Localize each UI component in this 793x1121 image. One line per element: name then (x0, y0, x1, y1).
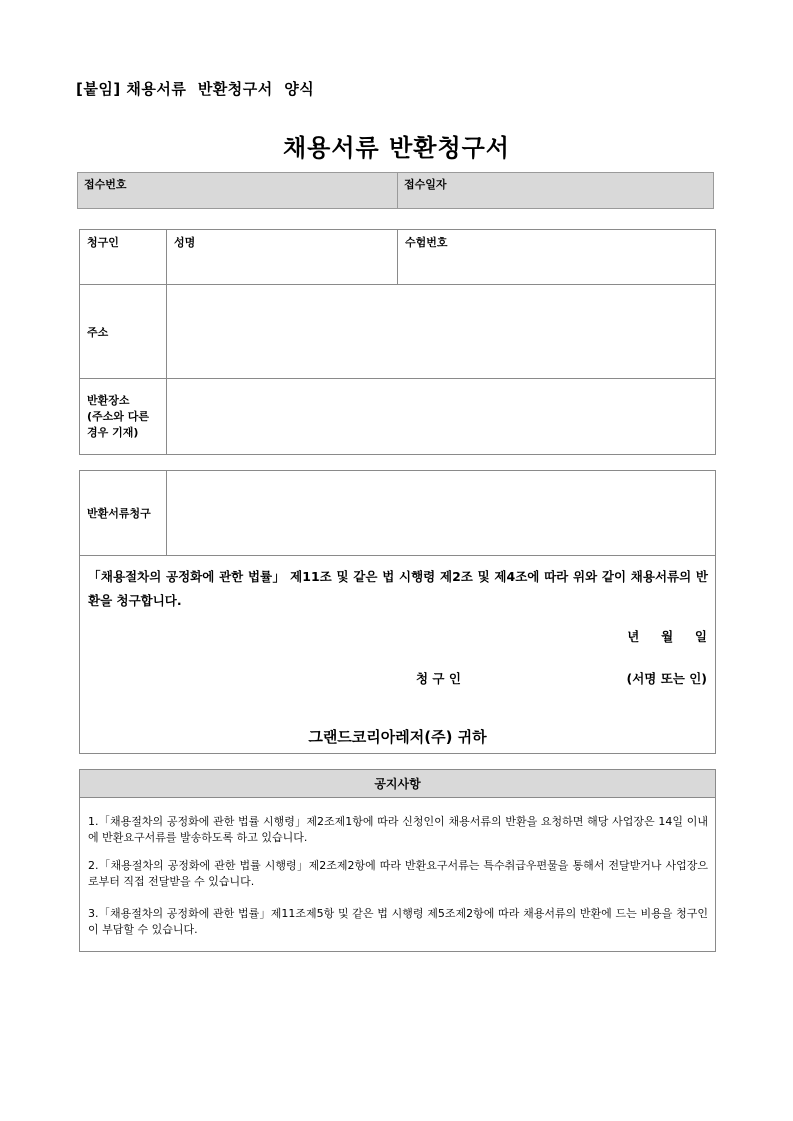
exam-number-field[interactable] (398, 230, 715, 284)
return-place-label (80, 379, 166, 454)
request-statement: 「채용절차의 공정화에 관한 법률」 제11조 및 같은 법 시행령 제2조 및 제4조에 따라 위와 같이 채용서류의 반환을 청구합니다. (88, 569, 708, 608)
attachment-title: [붙임] 채용서류 반환청구서 양식 (76, 80, 315, 98)
notice-item: 1.「채용절차의 공정화에 관한 법률 시행령」제2조제1항에 따라 신청인이 채용서류의 반환을 요청하면 해당 사업장은 14일 이내에 반환요구서류를 발송하도록 하고 있습니다. (88, 815, 708, 844)
return-place-field[interactable] (167, 379, 715, 454)
notice-heading: 공지사항 (80, 770, 715, 798)
requester-table (79, 229, 716, 455)
page-title: 채용서류 반환청구서 (282, 134, 510, 162)
receipt-date-label: 접수일자 (404, 178, 447, 191)
request-date[interactable]: 년 월 일 (627, 629, 707, 644)
receipt-number-label: 접수번호 (84, 178, 127, 191)
requester-label (80, 230, 166, 284)
receipt-date-field[interactable] (398, 173, 713, 208)
name-label: 성명 (174, 236, 196, 249)
recipient: 그랜드코리아레저(주) 귀하 (308, 728, 487, 746)
receipt-number-field[interactable] (78, 173, 398, 208)
requester-sign-label: 청 구 인 (416, 671, 461, 686)
return-documents-field[interactable] (167, 471, 715, 555)
notice-item: 2.「채용절차의 공정화에 관한 법률 시행령」제2조제2항에 따라 반환요구서류는 특수취급우편물을 통해서 전달받거나 사업장으로부터 직접 전달받을 수 있습니다. (88, 859, 708, 888)
name-field[interactable] (167, 230, 397, 284)
divider (80, 555, 715, 556)
signature-field[interactable]: (서명 또는 인) (626, 671, 707, 686)
address-field[interactable] (167, 285, 715, 378)
return-documents-label-text: 반환서류청구 (87, 507, 151, 520)
receipt-table (77, 172, 714, 209)
notice-table (79, 769, 716, 952)
requester-label-text: 청구인 (87, 236, 119, 249)
notice-item: 3.「채용절차의 공정화에 관한 법률」제11조제5항 및 같은 법 시행령 제5조제2항에 따라 채용서류의 반환에 드는 비용을 청구인이 부담할 수 있습니다. (88, 907, 708, 936)
return-request-table (79, 470, 716, 754)
exam-number-label: 수험번호 (405, 236, 448, 249)
return-place-label-text: 반환장소 (주소와 다른 경우 기재) (87, 393, 149, 439)
address-label (80, 285, 166, 378)
address-label-text: 주소 (87, 325, 109, 339)
return-documents-label (80, 471, 166, 555)
